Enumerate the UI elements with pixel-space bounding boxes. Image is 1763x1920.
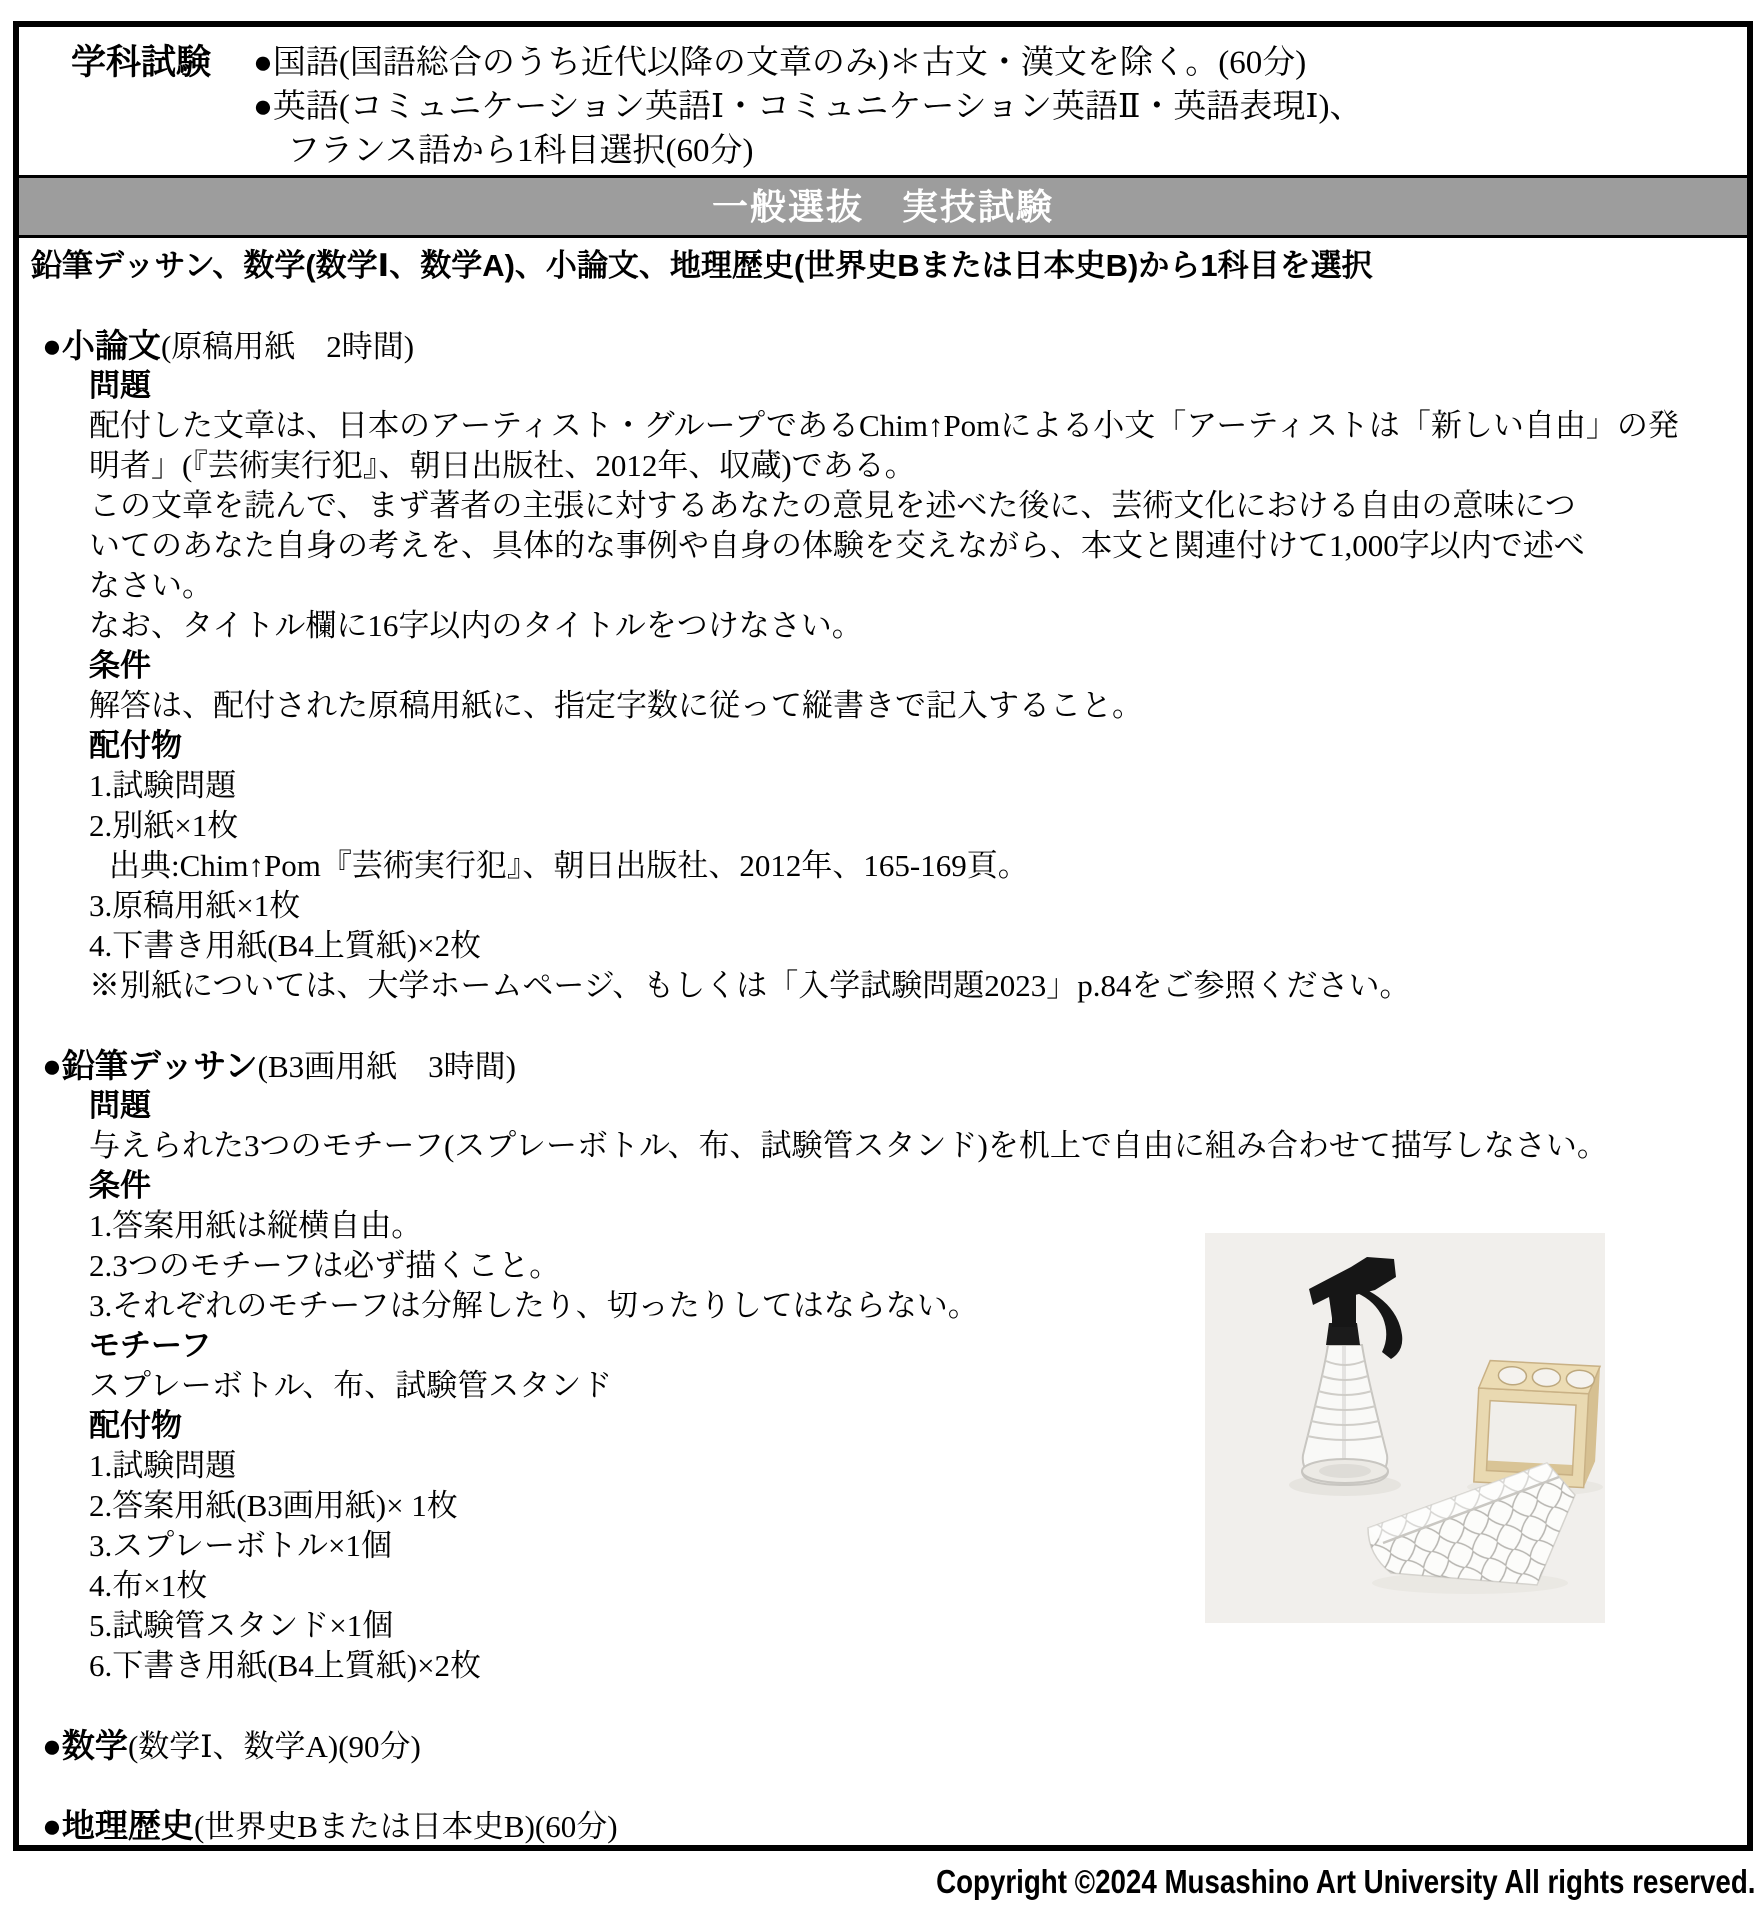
design-heading-detail: (B3画用紙 3時間) [257, 1049, 516, 1084]
spacer [31, 1006, 1747, 1046]
essay-handout-label: 配付物 [89, 728, 182, 763]
academic-line-eigo: ●英語(コミュニケーション英語Ⅰ・コミュニケーション英語Ⅱ・英語表現Ⅰ)、 [253, 89, 1363, 125]
design-problem-label: 問題 [89, 1088, 151, 1123]
design-motif-label: モチーフ [89, 1328, 212, 1363]
history-heading-bold: ●地理歴史 [42, 1807, 194, 1844]
design-condition-label: 条件 [89, 1168, 151, 1203]
academic-test-row [19, 27, 1747, 175]
academic-test-lines [253, 41, 1362, 175]
essay-problem-line: なさい。 [89, 568, 213, 603]
design-handout-item: 6.下書き用紙(B4上質紙)×2枚 [89, 1648, 482, 1683]
academic-test-label: 学科試験 [71, 43, 212, 82]
design-handout-item: 4.布×1枚 [89, 1568, 208, 1603]
essay-handout-source: 出典:Chim↑Pom『芸術実行犯』、朝日出版社、2012年、165-169頁。 [109, 848, 1029, 883]
motif-photo [1205, 1233, 1605, 1623]
essay-problem-label: 問題 [89, 368, 151, 403]
math-heading [42, 1726, 1747, 1766]
design-handout-item: 2.答案用紙(B3画用紙)× 1枚 [89, 1488, 458, 1523]
essay-handout-item: 3.原稿用紙×1枚 [89, 888, 301, 923]
design-handout-item: 5.試験管スタンド×1個 [89, 1608, 394, 1643]
essay-handout-item: 4.下書き用紙(B4上質紙)×2枚 [89, 928, 482, 963]
essay-problem-line: なお、タイトル欄に16字以内のタイトルをつけなさい。 [89, 608, 863, 643]
math-heading-detail: (数学Ⅰ、数学A)(90分) [127, 1729, 421, 1764]
essay-handout-note: ※別紙については、大学ホームページ、もしくは「入学試験問題2023」p.84をご参照ください。 [89, 968, 1411, 1003]
design-heading [42, 1046, 1747, 1086]
math-heading-bold: ●数学 [42, 1727, 128, 1764]
essay-problem-line: 明者」(『芸術実行犯』、朝日出版社、2012年、収蔵)である。 [89, 448, 916, 483]
academic-line-kokugo: ●国語(国語総合のうち近代以降の文章のみ)＊古文・漢文を除く。(60分) [253, 45, 1307, 81]
design-motif-line: スプレーボトル、布、試験管スタンド [89, 1368, 613, 1403]
essay-heading [42, 326, 1747, 366]
subject-selection-note: 鉛筆デッサン、数学(数学Ⅰ、数学A)、小論文、地理歴史(世界史Bまたは日本史B)から1科目を選択 [31, 248, 1373, 283]
design-handout-item: 1.試験問題 [89, 1448, 237, 1483]
essay-heading-bold: ●小論文 [42, 327, 161, 364]
practical-exam-banner: 一般選抜 実技試験 [19, 175, 1747, 238]
essay-condition-label: 条件 [89, 648, 151, 683]
essay-handout-item: 2.別紙×1枚 [89, 808, 239, 843]
copyright-text: Copyright ©2024 Musashino Art University All rights reserved. [935, 1863, 1755, 1900]
spacer [31, 286, 1747, 326]
design-condition-item: 2.3つのモチーフは必ず描くこと。 [89, 1248, 561, 1283]
design-condition-item: 1.答案用紙は縦横自由。 [89, 1208, 423, 1243]
essay-problem-line: いてのあなた自身の考えを、具体的な事例や自身の体験を交えながら、本文と関連付けて1,000字以内で述べ [89, 528, 1585, 563]
academic-line-french: フランス語から1科目選択(60分) [287, 133, 754, 169]
essay-problem-line: 配付した文章は、日本のアーティスト・グループであるChim↑Pomによる小文「アーティストは「新しい自由」の発 [89, 408, 1679, 443]
copyright-notice [780, 1862, 1755, 1902]
spacer [31, 1766, 1747, 1806]
spacer [31, 1686, 1747, 1726]
essay-problem-line: この文章を読んで、まず著者の主張に対するあなたの意見を述べた後に、芸術文化における自由の意味につ [89, 488, 1576, 523]
history-heading [42, 1806, 1747, 1846]
design-problem-line: 与えられた3つのモチーフ(スプレーボトル、布、試験管スタンド)を机上で自由に組み合わせて描写しなさい。 [89, 1128, 1608, 1163]
design-condition-item: 3.それぞれのモチーフは分解したり、切ったりしてはならない。 [89, 1288, 979, 1323]
history-heading-detail: (世界史Bまたは日本史B)(60分) [193, 1809, 618, 1844]
design-handout-label: 配付物 [89, 1408, 182, 1443]
essay-condition-line: 解答は、配付された原稿用紙に、指定字数に従って縦書きで記入すること。 [89, 688, 1143, 723]
design-handout-item: 3.スプレーボトル×1個 [89, 1528, 392, 1563]
essay-heading-detail: (原稿用紙 2時間) [160, 329, 415, 364]
essay-handout-item: 1.試験問題 [89, 768, 237, 803]
design-heading-bold: ●鉛筆デッサン [42, 1047, 258, 1084]
